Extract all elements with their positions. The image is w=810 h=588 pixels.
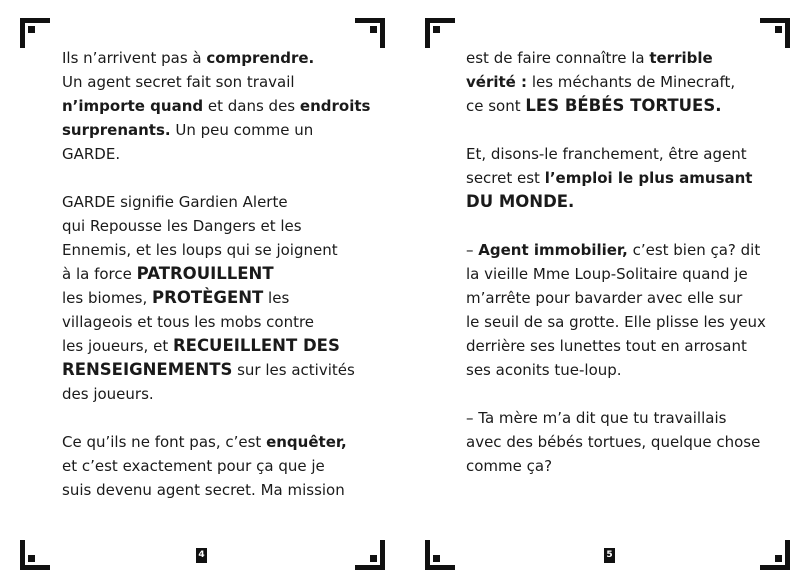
text-run: les — [263, 289, 290, 307]
text-run: qui Repousse les Dangers et les — [62, 217, 302, 235]
right-page-text — [466, 46, 766, 478]
text-line — [62, 286, 370, 310]
text-line — [62, 46, 370, 70]
text-run: comme ça? — [466, 457, 553, 475]
text-run: Ce qu’ils ne font pas, c’est — [62, 433, 267, 451]
emphasis-run: enquêter, — [266, 433, 347, 451]
emphasis-run: DU MONDE. — [466, 192, 575, 211]
text-run: à la force — [62, 265, 137, 283]
text-line — [466, 334, 766, 358]
emphasis-run: vérité : — [466, 73, 528, 91]
text-run: – — [466, 241, 479, 259]
text-line — [62, 430, 370, 454]
text-run: Ennemis, et les loups qui se joignent — [62, 241, 338, 259]
paragraph-gap — [466, 214, 766, 238]
text-run: villageois et tous les mobs contre — [62, 313, 315, 331]
corner-ornament-top-right — [355, 18, 385, 48]
text-run: le seuil de sa grotte. Elle plisse les yeux — [466, 313, 766, 331]
corner-ornament-top-right — [760, 18, 790, 48]
paragraph-gap — [466, 118, 766, 142]
text-line — [466, 286, 766, 310]
emphasis-run: n’importe quand — [62, 97, 204, 115]
emphasis-run: PROTÈGENT — [152, 288, 264, 307]
corner-ornament-top-left — [20, 18, 50, 48]
text-line — [466, 238, 766, 262]
text-run: GARDE. — [62, 145, 121, 163]
text-run: et c’est exactement pour ça que je — [62, 457, 325, 475]
text-run: ses aconits tue-loup. — [466, 361, 622, 379]
emphasis-run: l’emploi le plus amusant — [544, 169, 753, 187]
text-line — [62, 118, 370, 142]
paragraph-gap — [62, 406, 370, 430]
text-line — [62, 478, 370, 502]
text-line — [466, 166, 766, 190]
text-line — [62, 358, 370, 382]
emphasis-run: PATROUILLENT — [136, 264, 274, 283]
text-run: Et, disons-le franchement, être agent — [466, 145, 747, 163]
text-line — [62, 262, 370, 286]
emphasis-run: RECUEILLENT DES — [172, 336, 340, 355]
text-run: suis devenu agent secret. Ma mission — [62, 481, 345, 499]
corner-ornament-bottom-left — [425, 540, 455, 570]
page-number: 4 — [196, 548, 207, 563]
paragraph-gap — [62, 166, 370, 190]
text-line — [62, 310, 370, 334]
left-page-text — [62, 46, 370, 502]
text-run: Un peu comme un — [170, 121, 314, 139]
text-line — [466, 454, 766, 478]
text-run: c’est bien ça? dit — [627, 241, 761, 259]
text-line — [62, 382, 370, 406]
emphasis-run: comprendre. — [206, 49, 315, 67]
text-run: – Ta mère m’a dit que tu travaillais — [466, 409, 727, 427]
text-line — [466, 46, 766, 70]
text-line — [62, 334, 370, 358]
corner-ornament-bottom-right — [760, 540, 790, 570]
text-run: Ils n’arrivent pas à — [62, 49, 207, 67]
text-run: des joueurs. — [62, 385, 154, 403]
text-line — [62, 190, 370, 214]
text-run: Un agent secret fait son travail — [62, 73, 295, 91]
text-line — [62, 238, 370, 262]
text-run: sur les activités — [232, 361, 355, 379]
text-run: est de faire connaître la — [466, 49, 650, 67]
corner-ornament-top-left — [425, 18, 455, 48]
text-line — [62, 214, 370, 238]
emphasis-run: surprenants. — [62, 121, 171, 139]
text-line — [466, 310, 766, 334]
text-line — [62, 94, 370, 118]
text-run: avec des bébés tortues, quelque chose — [466, 433, 761, 451]
text-line — [466, 430, 766, 454]
emphasis-run: Agent immobilier, — [478, 241, 628, 259]
text-run: la vieille Mme Loup-Solitaire quand je — [466, 265, 748, 283]
page-number: 5 — [604, 548, 615, 563]
text-run: ce sont — [466, 97, 526, 115]
text-line — [62, 142, 370, 166]
emphasis-run: endroits — [299, 97, 371, 115]
paragraph-gap — [466, 382, 766, 406]
text-line — [466, 190, 766, 214]
text-line — [466, 262, 766, 286]
text-line — [62, 454, 370, 478]
text-line — [466, 406, 766, 430]
text-run: m’arrête pour bavarder avec elle sur — [466, 289, 743, 307]
text-run: les joueurs, et — [62, 337, 173, 355]
text-run: secret est — [466, 169, 545, 187]
text-run: et dans des — [203, 97, 300, 115]
text-run: les méchants de Minecraft, — [527, 73, 736, 91]
text-run: derrière ses lunettes tout en arrosant — [466, 337, 747, 355]
emphasis-run: LES BÉBÉS TORTUES. — [525, 96, 722, 115]
text-line — [466, 94, 766, 118]
corner-ornament-bottom-left — [20, 540, 50, 570]
right-page — [405, 0, 810, 588]
corner-ornament-bottom-right — [355, 540, 385, 570]
text-line — [466, 358, 766, 382]
emphasis-run: RENSEIGNEMENTS — [62, 360, 233, 379]
text-line — [62, 70, 370, 94]
text-line — [466, 70, 766, 94]
text-run: les biomes, — [62, 289, 153, 307]
text-line — [466, 142, 766, 166]
emphasis-run: terrible — [649, 49, 713, 67]
text-run: GARDE signifie Gardien Alerte — [62, 193, 288, 211]
